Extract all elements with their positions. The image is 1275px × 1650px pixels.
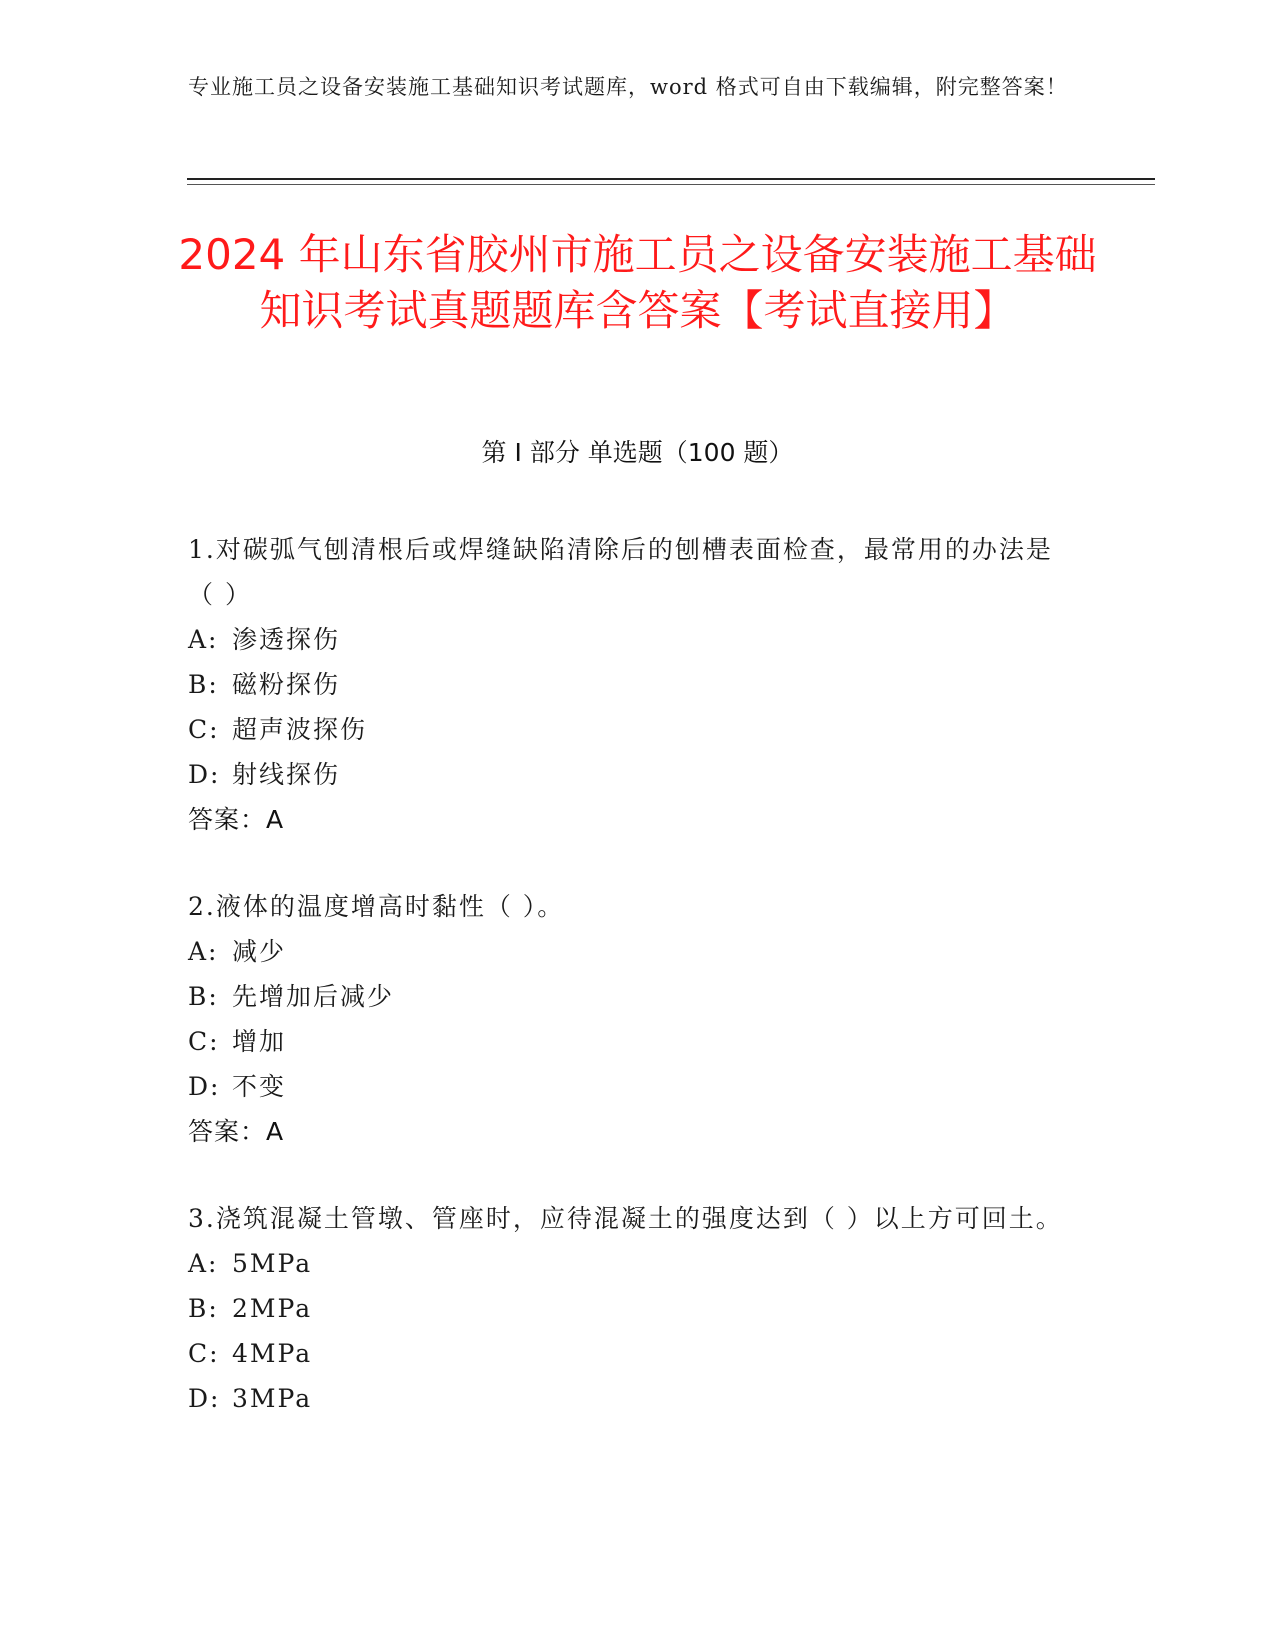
option-letter: C:	[188, 715, 220, 744]
answer-line: 答案：A	[188, 1117, 285, 1146]
option-b	[188, 1286, 1068, 1331]
option-letter: D:	[188, 1072, 221, 1101]
question-list	[188, 527, 1068, 1463]
question-stem: 2.液体的温度增高时黏性（ ）。	[188, 892, 565, 921]
option-d	[188, 1064, 1068, 1109]
option-text: 5MPa	[232, 1249, 313, 1278]
option-c	[188, 1019, 1068, 1064]
option-text: 渗透探伤	[232, 625, 341, 654]
option-a	[188, 929, 1068, 974]
question-stem: 3.浇筑混凝土管墩、管座时，应待混凝土的强度达到（ ）以上方可回土。	[188, 1204, 1063, 1233]
option-text: 不变	[232, 1072, 287, 1101]
header-note: 专业施工员之设备安装施工基础知识考试题库，word 格式可自由下载编辑，附完整答案！	[188, 75, 1068, 99]
option-b	[188, 974, 1068, 1019]
header-divider-thin	[187, 184, 1155, 185]
option-c	[188, 1331, 1068, 1376]
option-text: 4MPa	[232, 1339, 313, 1368]
option-letter: C:	[188, 1027, 220, 1056]
option-letter: D:	[188, 1384, 221, 1413]
option-letter: D:	[188, 760, 221, 789]
option-letter: A:	[188, 625, 219, 654]
option-text: 2MPa	[232, 1294, 313, 1323]
option-letter: A:	[188, 1249, 219, 1278]
option-text: 减少	[232, 937, 287, 966]
answer-line: 答案：A	[188, 805, 285, 834]
option-a	[188, 617, 1068, 662]
option-text: 超声波探伤	[232, 715, 368, 744]
option-d	[188, 752, 1068, 797]
section-title: 第 I 部分 单选题（100 题）	[481, 438, 794, 467]
option-letter: B:	[188, 670, 219, 699]
document-title: 2024 年山东省胶州市施工员之设备安装施工基础知识考试真题题库含答案【考试直接用】	[178, 230, 1097, 335]
option-c	[188, 707, 1068, 752]
option-d	[188, 1376, 1068, 1421]
question-1	[188, 527, 1068, 842]
option-text: 先增加后减少	[232, 982, 395, 1011]
question-2	[188, 884, 1068, 1154]
header-divider-thick	[187, 178, 1155, 180]
option-text: 增加	[232, 1027, 287, 1056]
option-b	[188, 662, 1068, 707]
option-text: 磁粉探伤	[232, 670, 341, 699]
option-text: 3MPa	[232, 1384, 313, 1413]
question-stem: 1.对碳弧气刨清根后或焊缝缺陷清除后的刨槽表面检查，最常用的办法是（ ）	[188, 535, 1053, 609]
question-3	[188, 1196, 1068, 1421]
option-letter: B:	[188, 982, 219, 1011]
option-letter: B:	[188, 1294, 219, 1323]
option-text: 射线探伤	[232, 760, 341, 789]
option-a	[188, 1241, 1068, 1286]
option-letter: C:	[188, 1339, 220, 1368]
option-letter: A:	[188, 937, 219, 966]
